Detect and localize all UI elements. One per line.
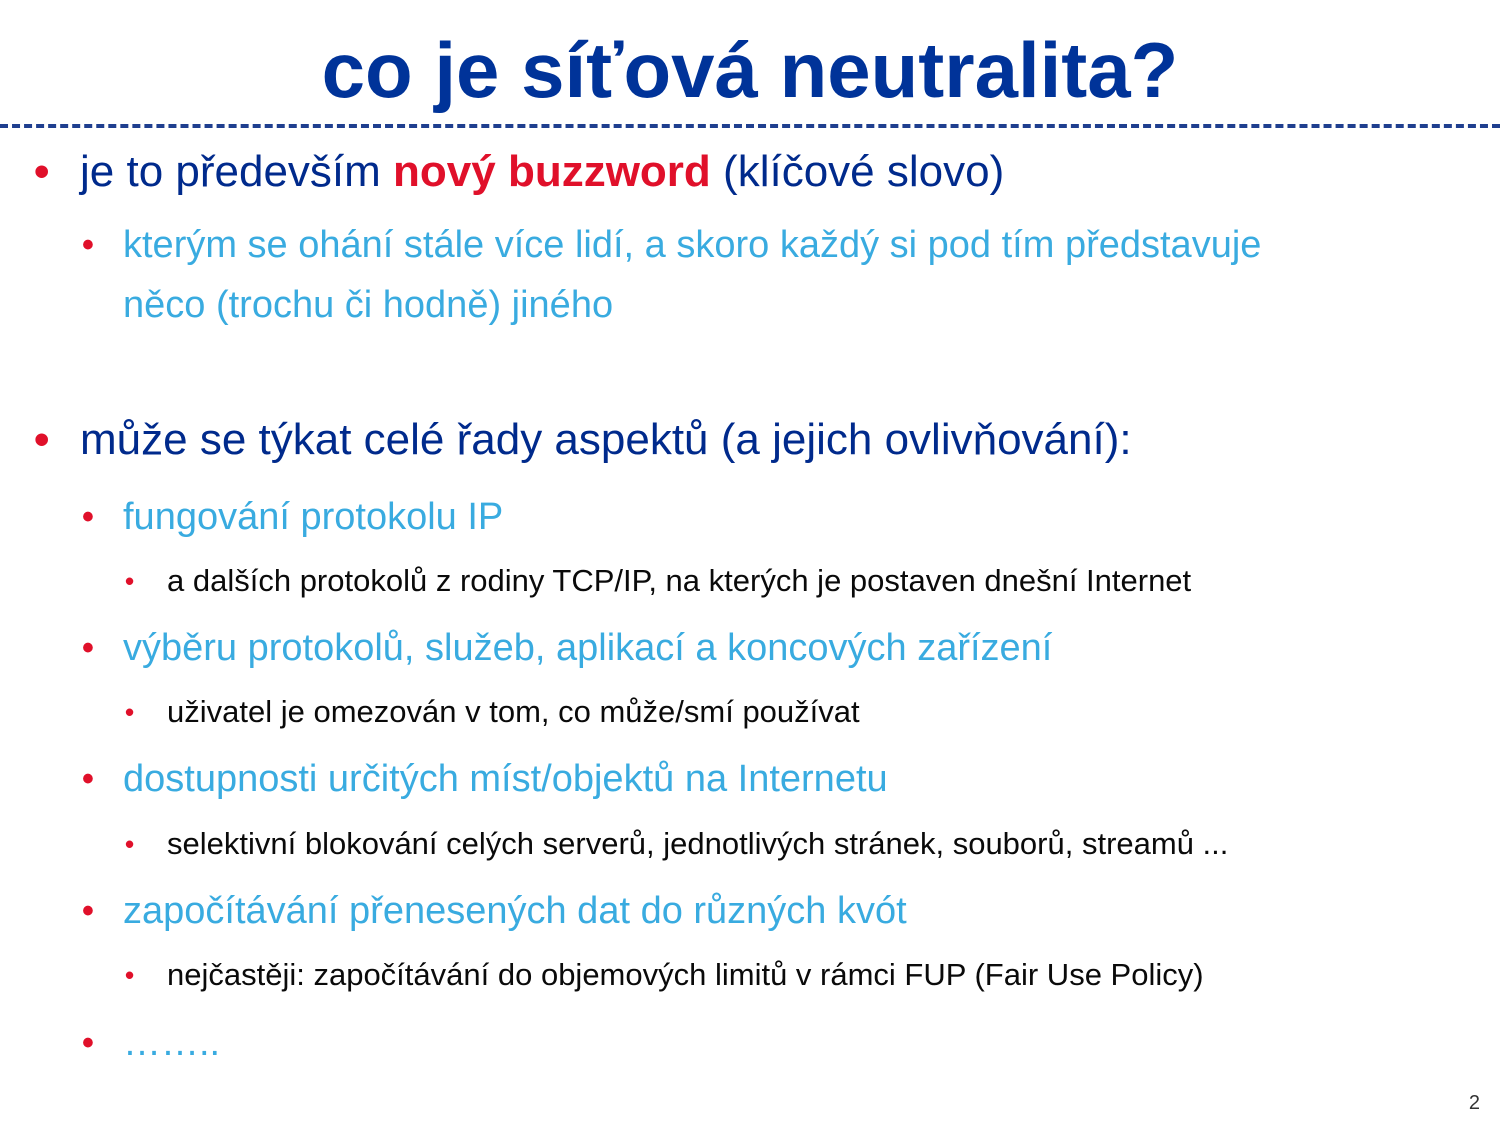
bullet-main-buzzword [80, 144, 1004, 200]
bullet-marker: • [82, 892, 94, 930]
bullet-marker: • [82, 1024, 94, 1062]
bullet-detail-text: uživatel je omezován v tom, co může/smí používat [167, 694, 860, 729]
bullet-detail-text: selektivní blokování celých serverů, jednotlivých stránek, souborů, streamů ... [167, 826, 1229, 861]
bullet-sub-text: fungování protokolu IP [123, 496, 504, 538]
bullet-main-aspects: může se týkat celé řady aspektů (a jejich ovlivňování): [80, 415, 1132, 464]
bullet-marker: • [82, 760, 94, 798]
bullet-detail-text: a dalších protokolů z rodiny TCP/IP, na kterých je postaven dnešní Internet [167, 563, 1192, 598]
bullet-marker: • [82, 498, 94, 536]
bullet-marker: • [34, 415, 50, 464]
page-number: 2 [1468, 1092, 1480, 1114]
bullet-sub-text: dostupnosti určitých míst/objektů na Internetu [123, 758, 888, 800]
bullet-marker: • [125, 829, 135, 859]
highlight-text: nový buzzword [393, 147, 711, 196]
bullet-detail-text: nejčastěji: započítávání do objemových limitů v rámci FUP (Fair Use Policy) [167, 957, 1204, 992]
title-divider [0, 124, 1500, 128]
bullet-sub-text: kterým se ohání stále více lidí, a skoro každý si pod tím představuje [123, 224, 1262, 266]
slide-title: co je síťová neutralita? [321, 26, 1179, 114]
bullet-marker: • [82, 629, 94, 667]
bullet-marker: • [82, 226, 94, 264]
bullet-marker: • [125, 697, 135, 727]
bullet-marker: • [34, 147, 50, 196]
bullet-sub-text: …….. [123, 1022, 221, 1064]
bullet-sub-text: výběru protokolů, služeb, aplikací a koncových zařízení [123, 627, 1053, 669]
bullet-text: (klíčové slovo) [710, 147, 1005, 196]
bullet-sub-text: započítávání přenesených dat do různých kvót [123, 890, 907, 932]
bullet-sub-text: něco (trochu či hodně) jiného [123, 284, 614, 326]
bullet-text: je to především [80, 147, 394, 196]
bullet-marker: • [125, 960, 135, 990]
bullet-marker: • [125, 566, 135, 596]
